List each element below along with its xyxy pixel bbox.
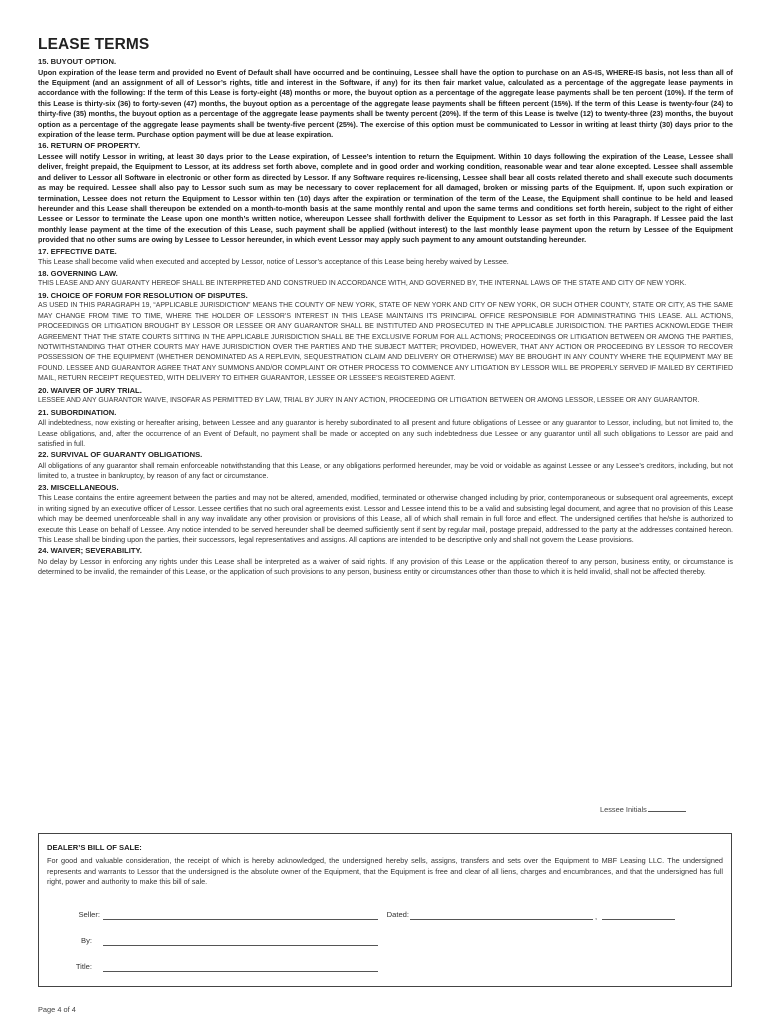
section-body: AS USED IN THIS PARAGRAPH 19, “APPLICABLE JURISDICTION” MEANS THE COUNTY OF NEW YORK, STATE OF NEW YORK AND CITY OF NEW YORK, OR SUCH OTHER COUNTY, STATE OR CITY, AS THE SAME MAY CHANGE FROM TIME TO TIME, WHERE THE HOLDER OF LESSOR’S INTEREST IN THIS LEASE MAINTAINS ITS PRINCIPAL OFFICE RESPONSIBLE FOR ADMINISTRATING THIS LEASE. ALL ACTIONS, PROCEEDINGS OR LITIGATION BROUGHT BY LESSOR OR LESSEE OR ANY GUARANTOR SHALL BE INSTITUTED AND PROSECUTED IN THE APPLICABLE JURISDICTION. THE PARTIES ACKNOWLEDGE THEIR AGREEMENT THAT THE STATE COURTS SITTING IN THE APPLICABLE JURISDICTION SHALL BE THE EXCLUSIVE FORUM FOR ALL ACTIONS; PROCEEDINGS OR LITIGATION BETWEEN OR AMONG THE PARTIES, NOTWITHSTANDING THAT OTHER COURTS MAY HAVE JURISDICTION OVER THE PARTIES AND THE SUBJECT MATTER; PROVIDED, HOWEVER, THAT ANY ACTION OR PROCEEDING BY LESSOR TO RECOVER POSSESSION OF THE EQUIPMENT (WHETHER DENOMINATED AS A REPLEVIN, SEQUESTRATION CLAIM AND DELIVERY OR OTHERWISE) MAY BE BROUGHT IN ANY COUNTY WHERE THE EQUIPMENT MAY BE FOUND. LESSEE AND GUARANTOR AGREE THAT ANY SUMMONS AND/OR COMPLAINT OR OTHER PROCESS TO COMMENCE ANY LITIGATION BY LESSOR WILL BE PROPERLY SERVED IF MAILED BY CERTIFIED MAIL, RETURN RECEIPT REQUESTED, WITH DELIVERY TO EITHER GUARANTOR, LESSEE OR LESSEE’S REGISTERED AGENT. <box>38 302 733 383</box>
bill-of-sale-title: DEALER’S BILL OF SALE: <box>47 843 142 852</box>
section-body: Upon expiration of the lease term and provided no Event of Default shall have occurred and be continuing, Lessee shall have the option to purchase on an AS-IS, WHERE-IS basis, not less than all of the Equipment (and an assignment of all of Lessor’s rights, title and interest in the Software, if any) for its then fair market value, calculated as a percentage of the aggregate lease payments in accordance with the following: If the term of this Lease is forty-eight (48) months or more, the buyout option as a percentage of the aggregate lease payments shall be ten percent (10%). If the term of this Lease is thirty-six (36) to forty-seven (47) months, the buyout option as a percentage of the aggregate lease payments shall be fifteen percent (15%). If the term of this Lease is twenty-four (24) to thirty-five (35) months, the buyout option as a percentage of the aggregate lease payments shall be twenty percent (20%). If the term of this Lease is twelve (12) to twenty-three (23) months, the buyout option as a percentage of the aggregate lease payments shall be twenty-five percent (25%). The exercise of this option must be communicated to Lessor in writing at least thirty (30) days prior to the expiration of the lease term. Purchase option payment will be due at lease expiration. <box>38 67 733 140</box>
lease-terms-page <box>38 36 733 579</box>
by-field[interactable] <box>103 945 378 946</box>
lease-section <box>38 141 733 245</box>
seller-field[interactable] <box>103 919 378 920</box>
section-heading: 23. MISCELLANEOUS. <box>38 482 119 492</box>
section-body: THIS LEASE AND ANY GUARANTY HEREOF SHALL BE INTERPRETED AND CONSTRUED IN ACCORDANCE WITH, AND GOVERNED BY, THE INTERNAL LAWS OF THE STATE AND CITY OF NEW YORK. <box>38 280 687 288</box>
dated-label: Dated: <box>386 910 409 919</box>
lease-section <box>38 546 733 577</box>
lease-section <box>38 269 733 290</box>
section-heading: 17. EFFECTIVE DATE. <box>38 246 117 256</box>
year-field[interactable] <box>602 919 675 920</box>
lease-section <box>38 386 733 407</box>
lease-section <box>38 57 733 140</box>
section-body: All indebtedness, now existing or hereafter arising, between Lessee and any guarantor is hereby subordinated to all present and future obligations of Lessee or any guarantor to Lessor, including, but not limited to, the Lease obligations, and, after the occurrence of an Event of Default, no payment shall be made or accepted on any such indebtedness due Lessee or any guarantor until all such obligations to Lessor are paid and satisfied in full. <box>38 418 733 448</box>
by-label: By: <box>81 936 92 945</box>
section-heading: 20. WAIVER OF JURY TRIAL. <box>38 385 142 395</box>
section-heading: 16. RETURN OF PROPERTY. <box>38 141 141 151</box>
lessee-initials-field[interactable] <box>648 803 686 812</box>
bill-of-sale-box <box>38 833 732 987</box>
lease-section <box>38 291 733 385</box>
lessee-initials-label: Lessee Initials <box>600 805 647 814</box>
section-body: LESSEE AND ANY GUARANTOR WAIVE, INSOFAR AS PERMITTED BY LAW, TRIAL BY JURY IN ANY ACTION, PROCEEDING OR LITIGATION BETWEEN OR AMONG LESSOR, LESSEE OR ANY GUARANTOR. <box>38 397 700 405</box>
section-heading: 18. GOVERNING LAW. <box>38 268 118 278</box>
title-label: Title: <box>75 962 92 971</box>
section-body: This Lease shall become valid when executed and accepted by Lessor, notice of Lessor’s acceptance of this Lease being hereby waived by Lessee. <box>38 257 509 267</box>
section-body: All obligations of any guarantor shall remain enforceable notwithstanding that this Lease, or any obligations performed hereunder, may be void or voidable as against Lessee or any Lessee’s creditors, including, but not limited to, a trustee in bankruptcy, by reason of any fact or circumstance. <box>38 460 733 481</box>
lease-section <box>38 408 733 450</box>
bill-of-sale-text: For good and valuable consideration, the receipt of which is hereby acknowledged, the undersigned hereby sells, assigns, transfers and sets over the Equipment to MBF Leasing LLC. The undersigned represents and warrants to Lessor that the undersigned is the absolute owner of the Equipment, that the Equipment is free and clear of all liens, charges and encumbrances, and that the undersigned has full right, power and authority to make this bill of sale. <box>47 856 723 887</box>
page-number: Page 4 of 4 <box>38 1005 76 1014</box>
section-body: This Lease contains the entire agreement between the parties and may not be altered, amended, modified, terminated or otherwise changed including by prior, contemporaneous or subsequent oral agreements, except in writing signed by an executive officer of Lessor. Lessee certifies that no such oral agreements exist. Lessor and Lessee intend this to be a valid and subsisting legal document, and agree that no provision of this Lease which may be deemed unenforceable shall in any way invalidate any other provision or provisions of this Lease, all of which shall remain in full force and effect. The undersigned certifies that he/she is authorized to execute this Lease on behalf of Lessee. Any notice intended to be served hereunder shall be deemed sufficiently sent if sent by regular mail, postage prepaid, addressed to the party at the addresses contained hereon. This Lease shall be binding upon the parties, their successors, legal representatives and assigns. All captions are intended to be descriptive only and shall not govern the Lease provisions. <box>38 493 733 544</box>
section-heading: 19. CHOICE OF FORUM FOR RESOLUTION OF DISPUTES. <box>38 290 248 300</box>
lease-section <box>38 483 733 546</box>
page-title: LEASE TERMS <box>38 36 150 53</box>
section-heading: 24. WAIVER; SEVERABILITY. <box>38 546 142 556</box>
date-comma: , <box>595 912 598 921</box>
section-body: No delay by Lessor in enforcing any rights under this Lease shall be interpreted as a waiver of said rights. If any provision of this Lease or the application thereof to any person, business entity, or circumstance is determined to be invalid, the remainder of this Lease, or the application of such provisions to any person, business entity or circumstances other than those to which it is held invalid, shall not be affected thereby. <box>38 556 733 577</box>
lease-section <box>38 247 733 268</box>
title-field[interactable] <box>103 971 378 972</box>
section-heading: 15. BUYOUT OPTION. <box>38 57 117 66</box>
dated-field[interactable] <box>410 919 593 920</box>
section-heading: 21. SUBORDINATION. <box>38 407 117 417</box>
section-heading: 22. SURVIVAL OF GUARANTY OBLIGATIONS. <box>38 450 203 460</box>
lessee-initials <box>600 803 686 814</box>
sections-container <box>38 57 733 578</box>
section-body: Lessee will notify Lessor in writing, at least 30 days prior to the Lease expiration, of Lessee’s intention to return the Equipment. Within 10 days following the expiration of the Lease, Lessee shall deliver, freight prepaid, the Equipment to Lessor, at its address set forth above, complete and in good order and working condition, reasonable wear and tear alone excepted. Lessee shall assemble and deliver to Lessor all Software in electronic or other form as directed by Lessor. If any Software requires re-licensing, Lessee shall bear all costs related thereto and shall execute such documents as may be required. Lessee shall also pay to Lessor such sum as may be necessary to cover replacement for all damaged, broken or missing parts of the Equipment. If, upon such expiration or termination, Lessee does not return the Equipment to Lessor within ten (10) days after the expiration or termination of the term of the Lease, the Equipment shall continue to be held and leased hereunder and this Lease shall thereupon be extended on a month-to-month basis at the same monthly rental and upon the same terms and conditions set forth herein, subject to the right of either Lessee or Lessor to terminate the Lease upon one month’s written notice, whereupon Lessee shall forthwith deliver the Equipment to Lessor as set forth in this Paragraph. If Lessee paid the last monthly lease payment at the time of the execution of this Lease, such payment shall be applied (without interest) to the last monthly lease payment upon the return by Lessee of the Equipment provided that no other sums are owing by Lessee to Lessor hereunder, in which event Lessor may apply such payment to any amount outstanding hereunder. <box>38 152 733 245</box>
seller-label: Seller: <box>78 910 100 919</box>
lease-section <box>38 450 733 481</box>
